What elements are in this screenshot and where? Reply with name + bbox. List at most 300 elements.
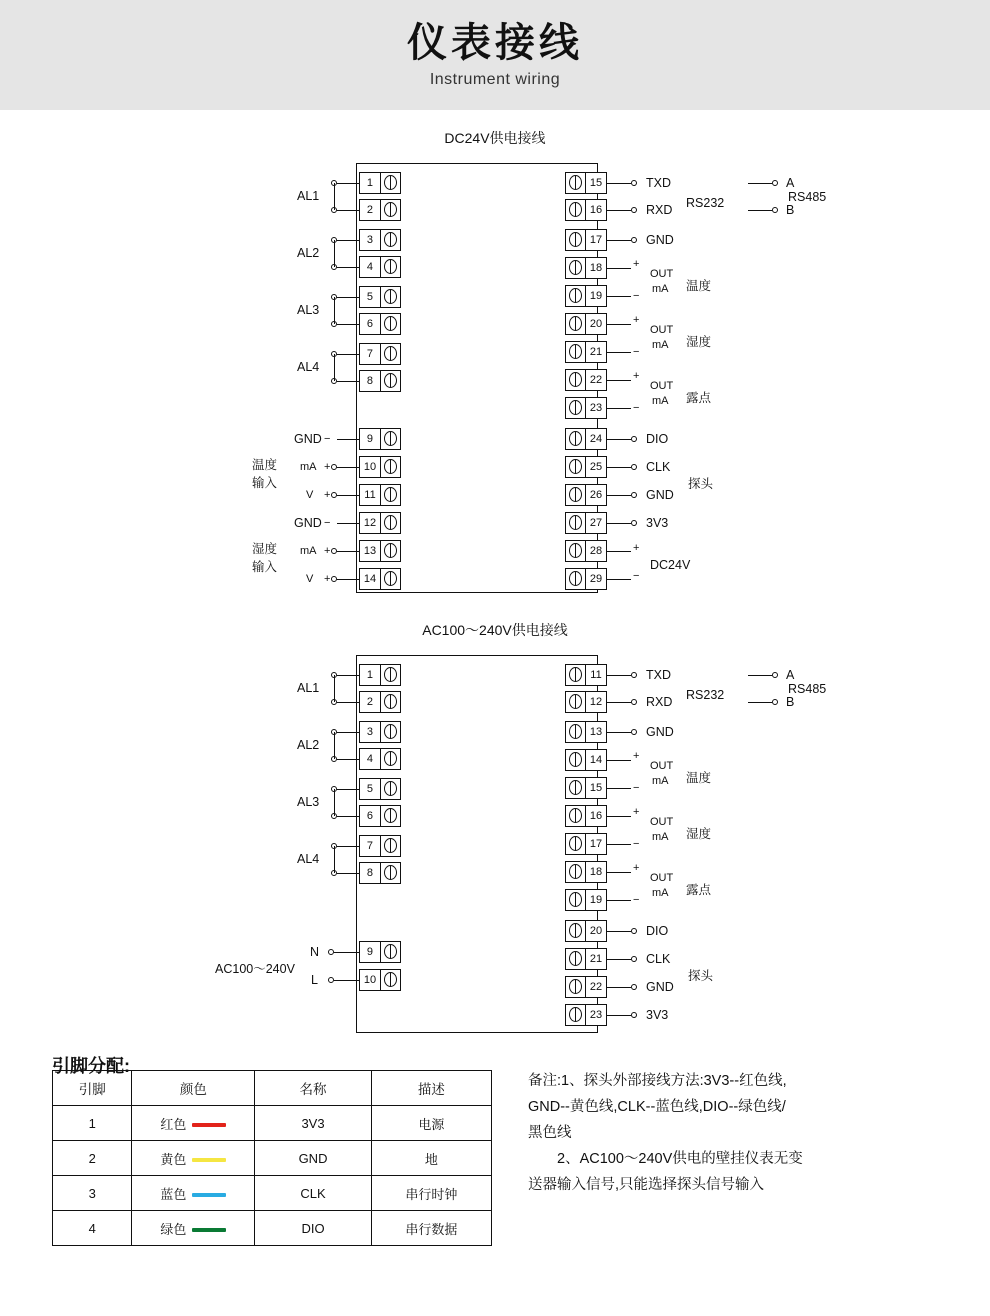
ac-right-terminal-11[interactable] (565, 664, 607, 686)
screw-icon (380, 287, 400, 307)
screw-icon (566, 806, 586, 826)
screw-icon (380, 569, 400, 589)
color-swatch-blue (192, 1193, 226, 1197)
dc-label-a: A (786, 176, 795, 190)
ac-right-terminal-15[interactable] (565, 777, 607, 799)
dc-label-probe: 探头 (688, 477, 714, 491)
dc-right-terminal-27[interactable] (565, 512, 607, 534)
ac-right-terminal-23[interactable] (565, 1004, 607, 1026)
dc-label-3v3: 3V3 (646, 516, 669, 530)
ac-out-minus-3: − (633, 894, 640, 906)
ac-right-terminal-19[interactable] (565, 889, 607, 911)
screw-icon (566, 513, 586, 533)
terminal-number: 2 (366, 204, 374, 216)
dc-out-plus-1: + (633, 258, 640, 270)
dc-right-terminal-25[interactable] (565, 456, 607, 478)
dc-wire (334, 354, 335, 381)
dc-out-minus-2: − (633, 346, 640, 358)
screw-icon (380, 314, 400, 334)
ac-right-terminal-12[interactable] (565, 691, 607, 713)
note-line-3: 黑色线 (528, 1125, 572, 1141)
dc-label-al4: AL4 (297, 360, 320, 374)
page-title-en: Instrument wiring (429, 71, 561, 88)
dc-left-terminal-7[interactable] (359, 343, 401, 365)
ac-left-terminal-8[interactable] (359, 862, 401, 884)
dc-label-ma-2: mA (300, 545, 317, 557)
terminal-number: 26 (589, 489, 603, 501)
dc-wire (337, 523, 359, 524)
ac-label-rs232: RS232 (686, 688, 725, 702)
terminal-number: 14 (589, 754, 603, 766)
terminal-number: 8 (366, 867, 374, 879)
dc-out-temp: 温度 (686, 279, 712, 293)
ac-right-terminal-22[interactable] (565, 976, 607, 998)
dc-wire (337, 579, 359, 580)
ac-label-probe: 探头 (688, 969, 714, 983)
terminal-number: 12 (363, 517, 377, 529)
dc-right-terminal-18[interactable] (565, 257, 607, 279)
dc-out-plus-2: + (633, 314, 640, 326)
terminal-number: 8 (366, 375, 374, 387)
terminal-number: 24 (589, 433, 603, 445)
terminal-number: 10 (363, 461, 377, 473)
dc-right-terminal-26[interactable] (565, 484, 607, 506)
terminal-number: 20 (589, 925, 603, 937)
screw-icon (380, 749, 400, 769)
dc-out-ma-1: mA (652, 283, 669, 295)
cell-pin: 4 (53, 1211, 132, 1246)
ac-label-a: A (786, 668, 795, 682)
note-line-2: GND--黄色线,CLK--蓝色线,DIO--绿色线/ (528, 1099, 786, 1115)
th-pin: 引脚 (53, 1071, 132, 1106)
dc-right-terminal-21[interactable] (565, 341, 607, 363)
pin-assignment-table (52, 1070, 492, 1246)
terminal-number: 6 (366, 318, 374, 330)
dc-label-ma-1: mA (300, 461, 317, 473)
ac-label-txd: TXD (646, 668, 671, 682)
dc-label-txd: TXD (646, 176, 671, 190)
screw-icon (566, 286, 586, 306)
dc-wire (337, 439, 359, 440)
dc-out-ma-2: mA (652, 339, 669, 351)
dc-right-terminal-20[interactable] (565, 313, 607, 335)
dc-node (331, 492, 337, 498)
th-color: 颜色 (132, 1071, 255, 1106)
dc-label-b: B (786, 203, 795, 217)
dc-right-terminal-16[interactable] (565, 199, 607, 221)
screw-icon (566, 862, 586, 882)
ac-label-al3: AL3 (297, 795, 320, 809)
terminal-number: 4 (366, 261, 374, 273)
terminal-number: 13 (363, 545, 377, 557)
ac-right-terminal-16[interactable] (565, 805, 607, 827)
screw-icon (380, 230, 400, 250)
dc-temp-input-line1: 温度 (252, 458, 278, 472)
ac-left-terminal-2[interactable] (359, 691, 401, 713)
screw-icon (380, 344, 400, 364)
dc-wire (334, 297, 335, 324)
ac-label-gnd-right: GND (646, 725, 674, 739)
screw-icon (566, 398, 586, 418)
screw-icon (380, 200, 400, 220)
ac-out-temp: 温度 (686, 771, 712, 785)
screw-icon (380, 257, 400, 277)
dc-wire (337, 297, 359, 298)
terminal-number: 23 (589, 402, 603, 414)
dc-right-terminal-29[interactable] (565, 568, 607, 590)
ac-out-plus-2: + (633, 806, 640, 818)
notes-block (528, 1068, 958, 1198)
th-desc: 描述 (371, 1071, 491, 1106)
dc-supply-plus: + (633, 542, 640, 554)
ac-out-hum: 湿度 (686, 827, 712, 841)
screw-icon (566, 692, 586, 712)
ac-label-dio: DIO (646, 924, 669, 938)
terminal-number: 3 (366, 234, 374, 246)
note-line-4: 2、AC100～240V供电的壁挂仪表无变 (528, 1151, 803, 1167)
ac-label-al4: AL4 (297, 852, 320, 866)
screw-icon (380, 836, 400, 856)
ac-right-terminal-14[interactable] (565, 749, 607, 771)
ac-section-title: AC100～240V供电接线 (422, 622, 568, 638)
terminal-number: 16 (589, 204, 603, 216)
dc-label-al2: AL2 (297, 246, 320, 260)
screw-icon (566, 949, 586, 969)
terminal-number: 19 (589, 290, 603, 302)
dc-out-3: OUT (650, 380, 674, 392)
terminal-number: 21 (589, 953, 603, 965)
ac-left-terminal-7[interactable] (359, 835, 401, 857)
ac-right-terminal-18[interactable] (565, 861, 607, 883)
screw-icon (566, 457, 586, 477)
dc-label-gnd-1: GND (294, 432, 322, 446)
dc-left-terminal-5[interactable] (359, 286, 401, 308)
dc-left-terminal-2[interactable] (359, 199, 401, 221)
color-name: 黄色 (160, 1151, 187, 1167)
dc-left-terminal-10[interactable] (359, 456, 401, 478)
dc-label-al3: AL3 (297, 303, 320, 317)
ac-right-terminal-21[interactable] (565, 948, 607, 970)
dc-section-title: DC24V供电接线 (444, 130, 546, 146)
terminal-number: 22 (589, 374, 603, 386)
dc-label-clk: CLK (646, 460, 671, 474)
terminal-number: 16 (589, 810, 603, 822)
color-swatch-green (192, 1228, 226, 1232)
screw-icon (566, 569, 586, 589)
ac-out-1: OUT (650, 760, 674, 772)
screw-icon (566, 200, 586, 220)
dc-right-terminal-19[interactable] (565, 285, 607, 307)
ac-out-ma-2: mA (652, 831, 669, 843)
dc-left-terminal-1[interactable] (359, 172, 401, 194)
dc-wire (337, 183, 359, 184)
dc-label-gnd-probe: GND (646, 488, 674, 502)
ac-power-name: AC100～240V (215, 962, 295, 976)
screw-icon (380, 485, 400, 505)
cell-pin: 2 (53, 1141, 132, 1176)
screw-icon (380, 692, 400, 712)
terminal-number: 15 (589, 782, 603, 794)
color-swatch-yellow (192, 1158, 226, 1162)
terminal-number: 4 (366, 753, 374, 765)
dc-wire (337, 495, 359, 496)
page-header (0, 0, 990, 110)
screw-icon (380, 806, 400, 826)
ac-out-plus-3: + (633, 862, 640, 874)
dc-sign-plus-3: + (324, 545, 331, 557)
table-header-row (53, 1071, 492, 1106)
dc-right-terminal-24[interactable] (565, 428, 607, 450)
terminal-number: 5 (366, 783, 374, 795)
terminal-number: 14 (363, 573, 377, 585)
dc-wire (334, 183, 335, 210)
dc-left-terminal-8[interactable] (359, 370, 401, 392)
screw-icon (380, 457, 400, 477)
screw-icon (566, 485, 586, 505)
dc-node (331, 464, 337, 470)
note-line-5: 送器输入信号,只能选择探头信号输入 (528, 1177, 765, 1193)
ac-right-terminal-17[interactable] (565, 833, 607, 855)
ac-out-ma-3: mA (652, 887, 669, 899)
screw-icon (380, 541, 400, 561)
dc-sign-plus-1: + (324, 461, 331, 473)
dc-out-hum: 湿度 (686, 335, 712, 349)
terminal-number: 9 (366, 946, 374, 958)
ac-label-3v3: 3V3 (646, 1008, 669, 1022)
screw-icon (566, 834, 586, 854)
dc-sign-plus-4: + (324, 573, 331, 585)
table-row (53, 1141, 492, 1176)
dc-hum-input-line1: 湿度 (252, 542, 278, 556)
ac-left-terminal-4[interactable] (359, 748, 401, 770)
cell-desc: 地 (371, 1141, 491, 1176)
dc-left-terminal-4[interactable] (359, 256, 401, 278)
screw-icon (566, 541, 586, 561)
ac-out-minus-1: − (633, 782, 640, 794)
table-row (53, 1106, 492, 1141)
th-name: 名称 (255, 1071, 372, 1106)
dc-right-terminal-15[interactable] (565, 172, 607, 194)
terminal-number: 11 (590, 669, 602, 681)
screw-icon (566, 778, 586, 798)
terminal-number: 17 (589, 838, 603, 850)
dc-right-terminal-22[interactable] (565, 369, 607, 391)
color-name: 蓝色 (160, 1186, 187, 1202)
dc-left-terminal-13[interactable] (359, 540, 401, 562)
screw-icon (566, 230, 586, 250)
dc-left-terminal-14[interactable] (359, 568, 401, 590)
cell-desc: 串行数据 (371, 1211, 491, 1246)
ac-right-terminal-13[interactable] (565, 721, 607, 743)
screw-icon (380, 429, 400, 449)
cell-name: CLK (255, 1176, 372, 1211)
ac-left-terminal-10[interactable] (359, 969, 401, 991)
screw-icon (566, 173, 586, 193)
ac-out-dew: 露点 (686, 883, 712, 897)
ac-label-n: N (310, 945, 320, 959)
dc-wire (337, 240, 359, 241)
screw-icon (566, 665, 586, 685)
screw-icon (380, 173, 400, 193)
terminal-number: 21 (589, 346, 603, 358)
terminal-number: 29 (589, 573, 603, 585)
screw-icon (380, 513, 400, 533)
ac-label-l: L (311, 973, 318, 987)
ac-label-rs485: RS485 (788, 682, 827, 696)
dc-left-terminal-3[interactable] (359, 229, 401, 251)
dc-out-1: OUT (650, 268, 674, 280)
terminal-number: 5 (366, 291, 374, 303)
dc-wire (337, 551, 359, 552)
screw-icon (566, 750, 586, 770)
table-row (53, 1211, 492, 1246)
dc-wire (337, 210, 359, 211)
dc-wire (337, 267, 359, 268)
dc-hum-input-line2: 输入 (252, 560, 278, 574)
dc-left-terminal-6[interactable] (359, 313, 401, 335)
dc-temp-input-line2: 输入 (252, 476, 278, 490)
dc-out-2: OUT (650, 324, 674, 336)
dc-left-terminal-11[interactable] (359, 484, 401, 506)
terminal-number: 7 (366, 348, 374, 360)
terminal-number: 22 (589, 981, 603, 993)
dc-wire (337, 354, 359, 355)
screw-icon (566, 977, 586, 997)
dc-wire (334, 240, 335, 267)
screw-icon (566, 258, 586, 278)
dc-label-dio: DIO (646, 432, 669, 446)
cell-color (132, 1211, 255, 1246)
terminal-number: 17 (589, 234, 603, 246)
dc-out-dew: 露点 (686, 391, 712, 405)
ac-left-terminal-1[interactable] (359, 664, 401, 686)
terminal-number: 18 (589, 866, 603, 878)
terminal-number: 27 (589, 517, 603, 529)
ac-left-terminal-3[interactable] (359, 721, 401, 743)
terminal-number: 6 (366, 810, 374, 822)
cell-name: GND (255, 1141, 372, 1176)
screw-icon (380, 970, 400, 990)
screw-icon (566, 890, 586, 910)
dc-right-terminal-28[interactable] (565, 540, 607, 562)
ac-out-2: OUT (650, 816, 674, 828)
terminal-number: 1 (366, 177, 374, 189)
dc-label-v-1: V (306, 489, 314, 501)
terminal-number: 12 (589, 696, 603, 708)
screw-icon (380, 779, 400, 799)
cell-name: 3V3 (255, 1106, 372, 1141)
cell-desc: 串行时钟 (371, 1176, 491, 1211)
dc-right-terminal-23[interactable] (565, 397, 607, 419)
color-name: 红色 (160, 1116, 187, 1132)
terminal-number: 28 (589, 545, 603, 557)
dc-left-terminal-12[interactable] (359, 512, 401, 534)
ac-left-terminal-9[interactable] (359, 941, 401, 963)
dc-node (331, 576, 337, 582)
dc-out-ma-3: mA (652, 395, 669, 407)
screw-icon (380, 665, 400, 685)
ac-out-3: OUT (650, 872, 674, 884)
screw-icon (566, 429, 586, 449)
dc-out-minus-3: − (633, 402, 640, 414)
terminal-number: 19 (589, 894, 603, 906)
dc-supply-label: DC24V (650, 558, 691, 572)
color-name: 绿色 (160, 1221, 187, 1237)
table-row (53, 1176, 492, 1211)
terminal-number: 9 (366, 433, 374, 445)
screw-icon (566, 314, 586, 334)
terminal-number: 23 (589, 1009, 603, 1021)
cell-color (132, 1106, 255, 1141)
ac-out-minus-2: − (633, 838, 640, 850)
dc-wire (337, 381, 359, 382)
dc-right-terminal-17[interactable] (565, 229, 607, 251)
dc-out-minus-1: − (633, 290, 640, 302)
terminal-number: 25 (589, 461, 603, 473)
dc-sign-minus-2: − (324, 517, 331, 529)
color-swatch-red (192, 1123, 226, 1127)
cell-pin: 1 (53, 1106, 132, 1141)
ac-right-terminal-20[interactable] (565, 920, 607, 942)
terminal-number: 1 (366, 669, 374, 681)
ac-left-terminal-5[interactable] (359, 778, 401, 800)
screw-icon (566, 722, 586, 742)
dc-out-plus-3: + (633, 370, 640, 382)
screw-icon (380, 371, 400, 391)
pin-table-title: 引脚分配: (52, 1056, 130, 1076)
ac-label-gnd-probe: GND (646, 980, 674, 994)
terminal-number: 20 (589, 318, 603, 330)
ac-out-plus-1: + (633, 750, 640, 762)
dc-sign-minus-1: − (324, 433, 331, 445)
cell-desc: 电源 (371, 1106, 491, 1141)
dc-label-rxd: RXD (646, 203, 673, 217)
screw-icon (566, 370, 586, 390)
terminal-number: 7 (366, 840, 374, 852)
ac-left-terminal-6[interactable] (359, 805, 401, 827)
dc-label-al1: AL1 (297, 189, 320, 203)
dc-label-rs232: RS232 (686, 196, 725, 210)
ac-out-ma-1: mA (652, 775, 669, 787)
cell-name: DIO (255, 1211, 372, 1246)
dc-label-gnd-right: GND (646, 233, 674, 247)
screw-icon (566, 342, 586, 362)
terminal-number: 11 (364, 489, 376, 501)
ac-label-b: B (786, 695, 795, 709)
dc-sign-plus-2: + (324, 489, 331, 501)
dc-left-terminal-9[interactable] (359, 428, 401, 450)
dc-label-v-2: V (306, 573, 314, 585)
ac-label-al2: AL2 (297, 738, 320, 752)
cell-pin: 3 (53, 1176, 132, 1211)
screw-icon (566, 1005, 586, 1025)
page-title-cn: 仪表接线 (407, 21, 583, 65)
terminal-number: 18 (589, 262, 603, 274)
ac-label-clk: CLK (646, 952, 671, 966)
dc-wire (337, 324, 359, 325)
screw-icon (380, 863, 400, 883)
dc-supply-minus: − (633, 570, 640, 582)
ac-label-al1: AL1 (297, 681, 320, 695)
terminal-number: 2 (366, 696, 374, 708)
terminal-number: 3 (366, 726, 374, 738)
screw-icon (566, 921, 586, 941)
terminal-number: 10 (363, 974, 377, 986)
cell-color (132, 1176, 255, 1211)
screw-icon (380, 942, 400, 962)
dc-wire (337, 467, 359, 468)
dc-label-rs485: RS485 (788, 190, 827, 204)
